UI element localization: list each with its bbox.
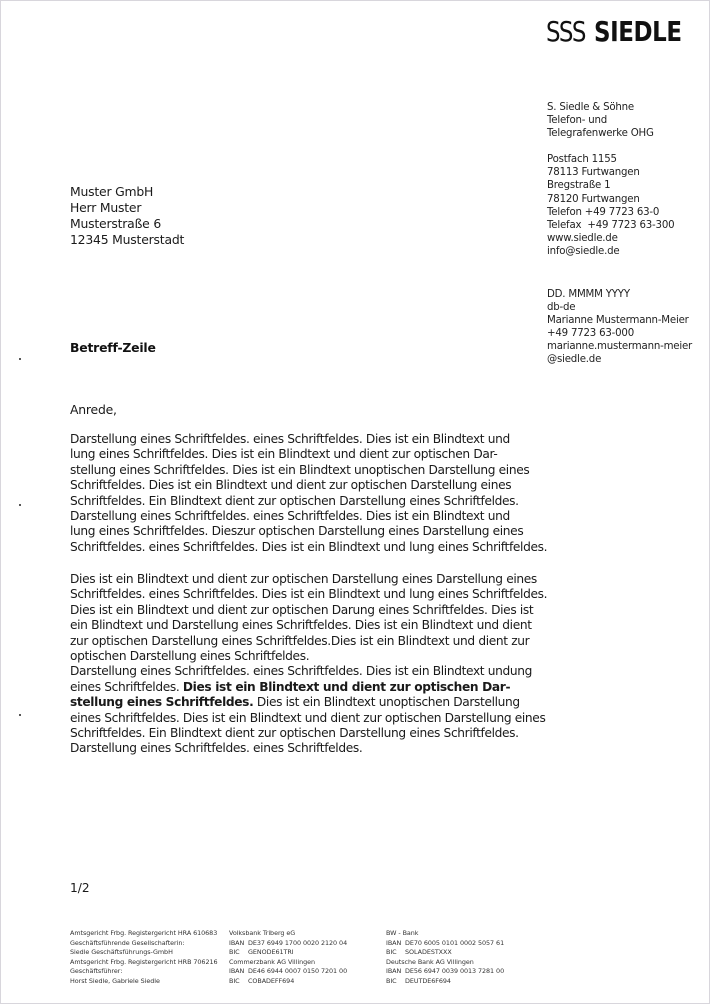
contact-name: Marianne Mustermann-Meier bbox=[547, 315, 689, 327]
bic-line bbox=[386, 977, 504, 987]
paragraph-2 bbox=[70, 572, 548, 757]
bic-value: GENODE61TRI bbox=[248, 948, 294, 957]
footer-line: Geschäftsführende Gesellschafterin: bbox=[70, 938, 185, 947]
footer-line: Siedle Geschäftsführungs-GmbH bbox=[70, 948, 173, 957]
iban-value: DE46 6944 0007 0150 7201 00 bbox=[248, 967, 348, 976]
iban-label: IBAN bbox=[229, 938, 245, 947]
footer-bank-2 bbox=[386, 929, 504, 987]
subject-line: Betreff-Zeile bbox=[70, 340, 156, 355]
bic-line bbox=[229, 948, 347, 958]
logo-prefix: SSS bbox=[546, 15, 585, 48]
bank-name: Volksbank Triberg eG bbox=[229, 929, 296, 937]
text-line: Schriftfeldes. eines Schriftfeldes. Dies ist ein Blindtext und lung eines Schriftfeldes. bbox=[70, 539, 548, 554]
text-line: zur optischen Darstellung eines Schriftfeldes.Dies ist ein Blindtext und dient zur bbox=[70, 633, 530, 648]
footer-line: Amtsgericht Frbg. Registergericht HRB 706216 bbox=[70, 957, 218, 966]
text-line: eines Schriftfeldes. Dies ist ein Blindtext und dient zur optischen Darstellung eines bbox=[70, 710, 546, 725]
footer-line: Amtsgericht Frbg. Registergericht HRA 610683 bbox=[70, 929, 218, 937]
text-line: Darstellung eines Schriftfeldes. eines Schriftfeldes. Dies ist ein Blindtext und bbox=[70, 432, 510, 446]
text-line: Schriftfeldes. eines Schriftfeldes. Dies ist ein Blindtext und lung eines Schriftfeldes. bbox=[70, 587, 548, 602]
iban-value: DE70 6005 0101 0002 5057 61 bbox=[405, 938, 505, 947]
text-line: optischen Darstellung eines Schriftfeldes. bbox=[70, 649, 310, 664]
text-bold: Dies ist ein Blindtext und dient zur optischen Dar- bbox=[182, 679, 511, 694]
text-line: lung eines Schriftfeldes. Dieszur optischen Darstellung eines Darstellung eines bbox=[70, 524, 524, 539]
sender-line: Postfach 1155 bbox=[547, 154, 617, 166]
text-line: Dies ist ein Blindtext und dient zur optischen Darung eines Schriftfeldes. Dies ist bbox=[70, 602, 534, 617]
bic-line bbox=[386, 948, 504, 958]
iban-label: IBAN bbox=[229, 967, 245, 976]
bic-label: BIC bbox=[386, 976, 397, 985]
recipient-line: Musterstraße 6 bbox=[70, 216, 162, 231]
recipient-line: 12345 Musterstadt bbox=[70, 232, 185, 247]
recipient-address bbox=[70, 184, 184, 248]
recipient-line: Herr Muster bbox=[70, 200, 142, 215]
bic-value: DEUTDE6F694 bbox=[405, 976, 451, 985]
sender-line: Telefon- und bbox=[547, 115, 608, 127]
fold-mark-bottom bbox=[19, 714, 21, 716]
bic-line bbox=[229, 977, 347, 987]
footer-bank-1 bbox=[229, 929, 347, 987]
text-line: Schriftfeldes. Dies ist ein Blindtext und dient zur optischen Darstellung eines bbox=[70, 478, 512, 493]
page-number: 1/2 bbox=[70, 881, 90, 895]
date: DD. MMMM YYYY bbox=[547, 289, 630, 300]
bic-label: BIC bbox=[386, 948, 397, 957]
siedle-logo bbox=[546, 15, 701, 48]
contact-phone: +49 7723 63-000 bbox=[547, 328, 634, 340]
letter-meta bbox=[547, 288, 692, 367]
text-line-mixed bbox=[70, 695, 540, 710]
iban-value: DE37 6949 1700 0020 2120 04 bbox=[248, 938, 348, 947]
bic-label: BIC bbox=[229, 948, 240, 957]
text-line: Darstellung eines Schriftfeldes. eines Schriftfeldes. Dies ist ein Blindtext und bbox=[70, 509, 510, 524]
text-normal: Dies ist ein Blindtext unoptischen Darstellung bbox=[253, 695, 520, 710]
sender-line: Bregstraße 1 bbox=[547, 180, 611, 192]
text-line: ein Blindtext und Darstellung eines Schriftfeldes. Dies ist ein Blindtext und dient bbox=[70, 618, 532, 633]
text-normal: eines Schriftfeldes. bbox=[70, 679, 183, 694]
punch-mark bbox=[19, 504, 21, 506]
iban-line bbox=[229, 967, 347, 977]
reference: db-de bbox=[547, 302, 576, 314]
iban-line bbox=[386, 967, 504, 977]
contact-email[interactable]: marianne.mustermann-meier bbox=[547, 341, 693, 353]
bic-label: BIC bbox=[229, 976, 240, 985]
footer-line: Geschäftsführer: bbox=[70, 967, 123, 976]
sender-line: Telegrafenwerke OHG bbox=[547, 128, 654, 140]
text-line: Schriftfeldes. Ein Blindtext dient zur optischen Darstellung eines Schriftfeldes. bbox=[70, 493, 519, 508]
logo-brand: SIEDLE bbox=[593, 15, 682, 48]
footer-line: Horst Siedle, Gabriele Siedle bbox=[70, 976, 160, 985]
footer-legal bbox=[70, 929, 218, 987]
text-line: Schriftfeldes. Ein Blindtext dient zur optischen Darstellung eines Schriftfeldes. bbox=[70, 726, 519, 741]
text-bold: stellung eines Schriftfeldes. bbox=[70, 695, 254, 710]
salutation: Anrede, bbox=[70, 402, 117, 417]
bic-value: SOLADESTXXX bbox=[405, 948, 452, 957]
bank-name: Deutsche Bank AG Villingen bbox=[386, 957, 474, 966]
recipient-line: Muster GmbH bbox=[70, 184, 154, 199]
fold-mark-top bbox=[19, 358, 21, 360]
sender-website[interactable]: www.siedle.de bbox=[547, 232, 618, 244]
text-line: lung eines Schriftfeldes. Dies ist ein Blindtext und dient zur optischen Dar- bbox=[70, 447, 498, 462]
bank-name: Commerzbank AG Villingen bbox=[229, 957, 315, 966]
text-line-mixed bbox=[70, 680, 540, 695]
sender-line: 78113 Furtwangen bbox=[547, 167, 640, 179]
sender-phone: Telefon +49 7723 63-0 bbox=[547, 206, 660, 218]
iban-value: DE56 6947 0039 0013 7281 00 bbox=[405, 967, 505, 976]
sender-line: 78120 Furtwangen bbox=[547, 193, 640, 205]
sender-email[interactable]: info@siedle.de bbox=[547, 245, 620, 257]
text-line: Darstellung eines Schriftfeldes. eines Schriftfeldes. bbox=[70, 741, 363, 756]
paragraph-1 bbox=[70, 432, 548, 555]
sender-block bbox=[547, 101, 674, 258]
iban-line bbox=[229, 939, 347, 949]
spacer bbox=[547, 140, 674, 153]
bic-value: COBADEFF694 bbox=[248, 976, 295, 985]
bank-name: BW - Bank bbox=[386, 929, 419, 937]
text-line: Darstellung eines Schriftfeldes. eines Schriftfeldes. Dies ist ein Blindtext undung bbox=[70, 664, 533, 679]
contact-email-domain[interactable]: @siedle.de bbox=[547, 354, 602, 366]
iban-label: IBAN bbox=[386, 967, 402, 976]
sender-line: S. Siedle & Söhne bbox=[547, 102, 634, 113]
iban-line bbox=[386, 939, 504, 949]
text-line: stellung eines Schriftfeldes. Dies ist ein Blindtext unoptischen Darstellung eines bbox=[70, 462, 530, 477]
iban-label: IBAN bbox=[386, 938, 402, 947]
text-line: Dies ist ein Blindtext und dient zur optischen Darstellung eines Darstellung eines bbox=[70, 572, 537, 586]
sender-fax: Telefax +49 7723 63-300 bbox=[547, 219, 675, 231]
